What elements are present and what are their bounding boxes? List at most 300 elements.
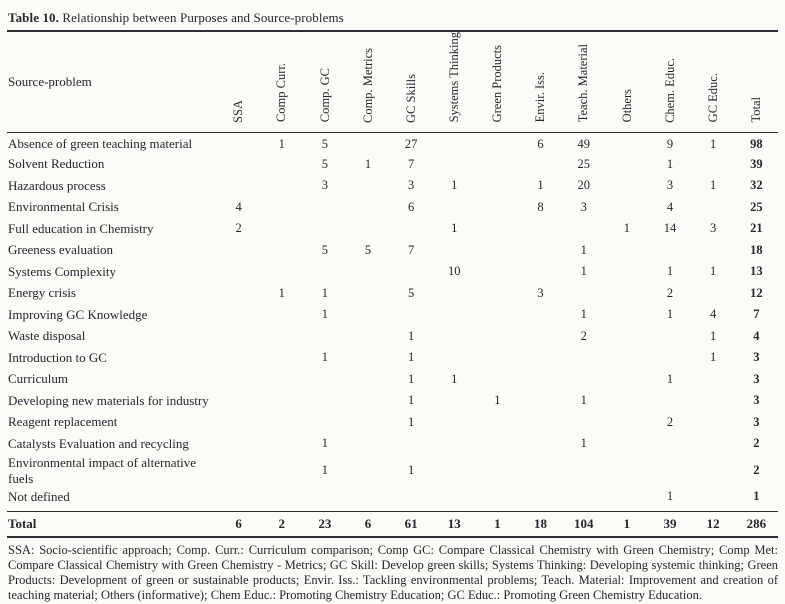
value-cell bbox=[260, 175, 303, 197]
value-cell bbox=[217, 433, 260, 455]
value-cell bbox=[260, 154, 303, 176]
value-cell bbox=[519, 240, 562, 262]
table-row bbox=[7, 132, 778, 154]
value-cell: 2 bbox=[753, 463, 760, 477]
value-cell bbox=[303, 261, 346, 283]
value-cell bbox=[519, 347, 562, 369]
value-cell bbox=[433, 132, 476, 154]
table-row bbox=[7, 369, 778, 391]
row-label: Waste disposal bbox=[8, 328, 86, 344]
value-cell: 1 bbox=[537, 178, 544, 193]
value-cell bbox=[519, 369, 562, 391]
value-cell bbox=[260, 347, 303, 369]
value-cell: 1 bbox=[605, 512, 648, 537]
value-cell: 23 bbox=[303, 512, 346, 537]
value-cell: 5 bbox=[321, 136, 328, 151]
table-row bbox=[7, 197, 778, 219]
value-cell bbox=[605, 326, 648, 348]
value-cell bbox=[476, 175, 519, 197]
value-cell bbox=[346, 283, 389, 305]
value-cell: 6 bbox=[217, 512, 260, 537]
value-cell bbox=[648, 240, 691, 262]
value-cell bbox=[562, 487, 605, 512]
value-cell bbox=[217, 283, 260, 305]
value-cell: 1 bbox=[666, 371, 674, 386]
value-cell bbox=[217, 326, 260, 348]
value-cell bbox=[519, 304, 562, 326]
value-cell bbox=[260, 369, 303, 391]
header-row bbox=[7, 31, 778, 132]
column-header-label: GC Educ. bbox=[705, 73, 720, 123]
value-cell bbox=[519, 455, 562, 487]
value-cell: 1 bbox=[476, 512, 519, 537]
value-cell: 2 bbox=[753, 436, 760, 451]
value-cell: 1 bbox=[709, 264, 717, 279]
row-label: Full education in Chemistry bbox=[8, 220, 154, 236]
value-cell bbox=[519, 218, 562, 240]
value-cell: 1 bbox=[321, 350, 328, 365]
value-cell: 5 bbox=[364, 242, 372, 257]
table-row bbox=[7, 154, 778, 176]
value-cell: 7 bbox=[408, 242, 415, 257]
value-cell bbox=[217, 154, 260, 176]
value-cell bbox=[433, 455, 476, 487]
table-row bbox=[7, 283, 778, 305]
value-cell bbox=[303, 487, 346, 512]
value-cell bbox=[648, 347, 691, 369]
value-cell bbox=[605, 347, 648, 369]
value-cell bbox=[562, 412, 605, 434]
value-cell bbox=[217, 175, 260, 197]
value-cell: 6 bbox=[408, 199, 415, 214]
value-cell: 25 bbox=[750, 199, 763, 214]
column-header-gc-skills bbox=[390, 31, 433, 132]
value-cell bbox=[605, 283, 648, 305]
value-cell bbox=[605, 487, 648, 512]
table-row bbox=[7, 304, 778, 326]
value-cell bbox=[346, 347, 389, 369]
value-cell: 12 bbox=[692, 512, 735, 537]
value-cell: 1 bbox=[580, 307, 587, 322]
row-label: Greeness evaluation bbox=[8, 242, 114, 258]
row-label: Developing new materials for industry bbox=[8, 392, 209, 408]
footnote: SSA: Socio-scientific approach; Comp. Curr.: Curriculum comparison; Comp GC: Compare Classical Chemistry with Green Chemistry; Comp Met: Compare Classical Chemistry with Green Chemistry - Metrics; GC Skill: Develop green skills; Systems Thinking: Developing systemic thinking; Green Products: Development of green or sustainable products; Envir. Iss.: Tackling environmental problems; Teach. Material: Improvement and creation of teaching material; Others (informative); Chem Educ.: Promoting Chemistry Education; GC Educ.: Promoting Green Chemistry Education. bbox=[8, 542, 778, 603]
value-cell bbox=[346, 433, 389, 455]
value-cell bbox=[605, 261, 648, 283]
value-cell: 1 bbox=[709, 328, 717, 343]
value-cell: 1 bbox=[408, 393, 415, 408]
value-cell bbox=[390, 218, 433, 240]
row-label: Hazardous process bbox=[8, 177, 106, 193]
value-cell bbox=[605, 455, 648, 487]
value-cell: 61 bbox=[390, 512, 433, 537]
value-cell bbox=[217, 390, 260, 412]
value-cell: 1 bbox=[451, 221, 458, 236]
value-cell bbox=[433, 240, 476, 262]
value-cell bbox=[390, 433, 433, 455]
value-cell bbox=[217, 240, 260, 262]
value-cell: 1 bbox=[580, 242, 587, 257]
table-row bbox=[7, 175, 778, 197]
value-cell: 1 bbox=[580, 436, 587, 451]
value-cell bbox=[217, 304, 260, 326]
table-row bbox=[7, 347, 778, 369]
row-label: Systems Complexity bbox=[8, 263, 116, 279]
row-label: Improving GC Knowledge bbox=[8, 306, 148, 322]
value-cell bbox=[260, 455, 303, 487]
value-cell bbox=[303, 369, 346, 391]
value-cell bbox=[605, 412, 648, 434]
value-cell bbox=[303, 197, 346, 219]
value-cell: 1 bbox=[709, 136, 717, 151]
value-cell bbox=[346, 412, 389, 434]
column-header-label: Green Products bbox=[490, 45, 505, 123]
value-cell: 1 bbox=[709, 350, 717, 365]
value-cell bbox=[260, 326, 303, 348]
value-cell bbox=[519, 412, 562, 434]
value-cell bbox=[692, 240, 735, 262]
row-label: Introduction to GC bbox=[8, 349, 107, 365]
value-cell: 4 bbox=[753, 328, 760, 343]
value-cell: 18 bbox=[750, 242, 763, 257]
value-cell bbox=[476, 240, 519, 262]
value-cell bbox=[605, 175, 648, 197]
value-cell: 2 bbox=[580, 328, 587, 343]
column-header-label: GC Skills bbox=[403, 73, 418, 123]
value-cell: 20 bbox=[577, 178, 590, 193]
value-cell bbox=[433, 347, 476, 369]
value-cell: 1 bbox=[580, 264, 587, 279]
value-cell bbox=[433, 326, 476, 348]
value-cell: 1 bbox=[666, 156, 674, 171]
value-cell bbox=[217, 347, 260, 369]
value-cell bbox=[476, 433, 519, 455]
value-cell: 98 bbox=[750, 136, 763, 151]
value-cell bbox=[605, 433, 648, 455]
value-cell: 286 bbox=[735, 512, 778, 537]
value-cell: 25 bbox=[577, 156, 590, 171]
value-cell bbox=[476, 304, 519, 326]
value-cell bbox=[260, 390, 303, 412]
value-cell: 12 bbox=[750, 285, 763, 300]
value-cell: 3 bbox=[666, 178, 674, 193]
value-cell bbox=[476, 132, 519, 154]
row-label: Not defined bbox=[8, 488, 70, 504]
value-cell bbox=[692, 412, 735, 434]
value-cell: 4 bbox=[235, 199, 242, 214]
value-cell bbox=[692, 433, 735, 455]
row-label: Energy crisis bbox=[8, 285, 76, 301]
value-cell: 3 bbox=[753, 414, 760, 429]
value-cell: 39 bbox=[648, 512, 691, 537]
value-cell bbox=[605, 390, 648, 412]
value-cell bbox=[346, 326, 389, 348]
value-cell bbox=[346, 197, 389, 219]
value-cell: 7 bbox=[753, 307, 760, 322]
column-header-chem-educ bbox=[648, 31, 691, 132]
value-cell: 3 bbox=[753, 393, 760, 408]
value-cell: 6 bbox=[537, 136, 544, 151]
value-cell bbox=[390, 304, 433, 326]
value-cell bbox=[476, 455, 519, 487]
value-cell: 6 bbox=[346, 512, 389, 537]
value-cell: 7 bbox=[408, 156, 415, 171]
value-cell bbox=[562, 347, 605, 369]
value-cell bbox=[260, 240, 303, 262]
value-cell bbox=[519, 154, 562, 176]
column-header-label: Total bbox=[749, 96, 764, 123]
value-cell bbox=[433, 412, 476, 434]
value-cell bbox=[562, 218, 605, 240]
value-cell bbox=[260, 487, 303, 512]
value-cell: 1 bbox=[408, 350, 415, 365]
value-cell bbox=[346, 218, 389, 240]
row-label: Total bbox=[7, 512, 217, 537]
value-cell bbox=[390, 487, 433, 512]
value-cell bbox=[692, 283, 735, 305]
column-header-gc-educ bbox=[692, 31, 735, 132]
column-header-envir-iss bbox=[519, 31, 562, 132]
value-cell bbox=[519, 261, 562, 283]
table-row bbox=[7, 455, 778, 487]
value-cell: 1 bbox=[278, 136, 285, 151]
value-cell bbox=[692, 390, 735, 412]
column-header-comp-curr bbox=[260, 31, 303, 132]
value-cell: 1 bbox=[408, 463, 415, 477]
column-header-ssa bbox=[217, 31, 260, 132]
table-title bbox=[0, 0, 785, 30]
value-cell bbox=[476, 369, 519, 391]
data-table bbox=[7, 30, 778, 538]
value-cell: 1 bbox=[580, 393, 587, 408]
column-header-label: SSA bbox=[231, 99, 246, 123]
value-cell bbox=[260, 218, 303, 240]
column-header-comp-gc bbox=[303, 31, 346, 132]
row-label: Environmental impact of alternative fuels bbox=[8, 454, 197, 486]
table-row bbox=[7, 261, 778, 283]
value-cell: 3 bbox=[408, 178, 415, 193]
value-cell bbox=[346, 132, 389, 154]
value-cell: 1 bbox=[321, 463, 328, 477]
value-cell: 1 bbox=[321, 307, 328, 322]
value-cell bbox=[519, 326, 562, 348]
column-header-green-products bbox=[476, 31, 519, 132]
value-cell bbox=[692, 154, 735, 176]
value-cell bbox=[605, 197, 648, 219]
table-row bbox=[7, 487, 778, 512]
value-cell: 1 bbox=[278, 285, 285, 300]
value-cell bbox=[605, 132, 648, 154]
value-cell bbox=[519, 433, 562, 455]
value-cell: 3 bbox=[709, 221, 717, 236]
value-cell: 1 bbox=[408, 371, 415, 386]
value-cell: 1 bbox=[451, 371, 458, 386]
table-number: Table 10. bbox=[8, 10, 59, 25]
column-header-label: Envir. Iss. bbox=[533, 72, 548, 123]
value-cell bbox=[433, 433, 476, 455]
column-header-label: Teach. Material bbox=[576, 44, 591, 123]
value-cell bbox=[605, 369, 648, 391]
value-cell bbox=[692, 455, 735, 487]
table-row bbox=[7, 326, 778, 348]
value-cell: 4 bbox=[709, 307, 717, 322]
table-row bbox=[7, 412, 778, 434]
value-cell bbox=[476, 487, 519, 512]
value-cell bbox=[260, 433, 303, 455]
value-cell: 2 bbox=[666, 414, 674, 429]
value-cell bbox=[346, 304, 389, 326]
value-cell bbox=[433, 487, 476, 512]
column-header-label: Comp. GC bbox=[317, 68, 332, 123]
value-cell: 1 bbox=[666, 489, 674, 504]
value-cell: 32 bbox=[750, 178, 763, 193]
value-cell bbox=[692, 487, 735, 512]
column-header-label: Comp. Metrics bbox=[360, 47, 375, 123]
row-label: Catalysts Evaluation and recycling bbox=[8, 435, 189, 451]
value-cell: 3 bbox=[537, 285, 544, 300]
value-cell bbox=[303, 390, 346, 412]
value-cell: 9 bbox=[666, 136, 674, 151]
value-cell bbox=[605, 304, 648, 326]
value-cell bbox=[433, 197, 476, 219]
value-cell bbox=[217, 487, 260, 512]
value-cell bbox=[346, 487, 389, 512]
column-header-systems-thinking bbox=[433, 31, 476, 132]
value-cell bbox=[433, 390, 476, 412]
value-cell bbox=[476, 261, 519, 283]
value-cell bbox=[346, 175, 389, 197]
value-cell bbox=[692, 369, 735, 391]
value-cell bbox=[476, 218, 519, 240]
column-header-label: Systems Thinking bbox=[447, 32, 462, 123]
value-cell bbox=[390, 261, 433, 283]
value-cell bbox=[217, 369, 260, 391]
value-cell: 39 bbox=[750, 156, 763, 171]
value-cell bbox=[648, 390, 691, 412]
value-cell: 3 bbox=[753, 371, 760, 386]
value-cell bbox=[648, 433, 691, 455]
column-header-label: Others bbox=[619, 89, 634, 123]
value-cell: 2 bbox=[666, 285, 674, 300]
value-cell bbox=[476, 197, 519, 219]
column-header-comp-metrics bbox=[346, 31, 389, 132]
value-cell: 13 bbox=[433, 512, 476, 537]
value-cell bbox=[562, 369, 605, 391]
value-cell: 3 bbox=[580, 199, 587, 214]
value-cell: 5 bbox=[321, 242, 328, 257]
value-cell bbox=[519, 487, 562, 512]
table-row-total bbox=[7, 512, 778, 537]
value-cell bbox=[217, 261, 260, 283]
value-cell bbox=[476, 326, 519, 348]
value-cell bbox=[476, 154, 519, 176]
value-cell: 18 bbox=[519, 512, 562, 537]
value-cell: 1 bbox=[408, 328, 415, 343]
row-label: Environmental Crisis bbox=[8, 199, 119, 215]
value-cell bbox=[260, 412, 303, 434]
value-cell bbox=[648, 326, 691, 348]
row-header-label: Source-problem bbox=[7, 31, 217, 132]
value-cell: 10 bbox=[448, 264, 461, 279]
value-cell bbox=[260, 304, 303, 326]
value-cell bbox=[303, 412, 346, 434]
value-cell bbox=[519, 390, 562, 412]
value-cell: 13 bbox=[750, 264, 763, 279]
value-cell: 5 bbox=[321, 156, 328, 171]
column-header-others bbox=[605, 31, 648, 132]
column-header-total bbox=[735, 31, 778, 132]
value-cell bbox=[346, 261, 389, 283]
value-cell bbox=[692, 197, 735, 219]
value-cell: 1 bbox=[623, 221, 630, 236]
value-cell bbox=[260, 197, 303, 219]
table-row bbox=[7, 240, 778, 262]
value-cell bbox=[346, 390, 389, 412]
value-cell: 1 bbox=[451, 178, 458, 193]
table-caption: Relationship between Purposes and Source-problems bbox=[62, 10, 344, 25]
column-header-teach-material bbox=[562, 31, 605, 132]
value-cell bbox=[433, 304, 476, 326]
value-cell: 1 bbox=[364, 156, 372, 171]
value-cell: 2 bbox=[260, 512, 303, 537]
table-body bbox=[7, 132, 778, 512]
value-cell bbox=[562, 455, 605, 487]
value-cell bbox=[562, 283, 605, 305]
value-cell bbox=[476, 347, 519, 369]
value-cell bbox=[346, 455, 389, 487]
value-cell: 14 bbox=[663, 221, 677, 236]
value-cell bbox=[303, 218, 346, 240]
value-cell: 27 bbox=[404, 136, 418, 151]
column-header-label: Comp Curr. bbox=[274, 63, 289, 123]
value-cell: 1 bbox=[709, 178, 717, 193]
value-cell bbox=[433, 154, 476, 176]
value-cell bbox=[217, 455, 260, 487]
value-cell: 104 bbox=[562, 512, 605, 537]
value-cell: 1 bbox=[753, 489, 760, 504]
value-cell: 2 bbox=[235, 221, 242, 236]
value-cell: 3 bbox=[321, 178, 328, 193]
value-cell: 21 bbox=[750, 221, 763, 236]
value-cell: 49 bbox=[577, 136, 590, 151]
row-label: Curriculum bbox=[8, 371, 68, 387]
value-cell bbox=[217, 412, 260, 434]
row-label: Reagent replacement bbox=[8, 414, 118, 430]
value-cell: 1 bbox=[494, 393, 501, 408]
value-cell bbox=[648, 455, 691, 487]
value-cell: 4 bbox=[666, 199, 674, 214]
value-cell bbox=[433, 283, 476, 305]
value-cell bbox=[605, 154, 648, 176]
value-cell bbox=[476, 283, 519, 305]
value-cell bbox=[217, 132, 260, 154]
value-cell bbox=[346, 369, 389, 391]
value-cell: 3 bbox=[753, 350, 760, 365]
row-label: Solvent Reduction bbox=[8, 156, 105, 172]
value-cell bbox=[605, 240, 648, 262]
column-header-label: Chem. Educ. bbox=[662, 57, 677, 123]
value-cell: 1 bbox=[408, 414, 415, 429]
value-cell: 1 bbox=[666, 264, 674, 279]
value-cell bbox=[476, 412, 519, 434]
value-cell bbox=[260, 261, 303, 283]
value-cell: 8 bbox=[537, 199, 544, 214]
value-cell: 1 bbox=[321, 285, 328, 300]
row-label: Absence of green teaching material bbox=[8, 136, 193, 151]
table-foot bbox=[7, 512, 778, 537]
table-row bbox=[7, 218, 778, 240]
table-row bbox=[7, 390, 778, 412]
